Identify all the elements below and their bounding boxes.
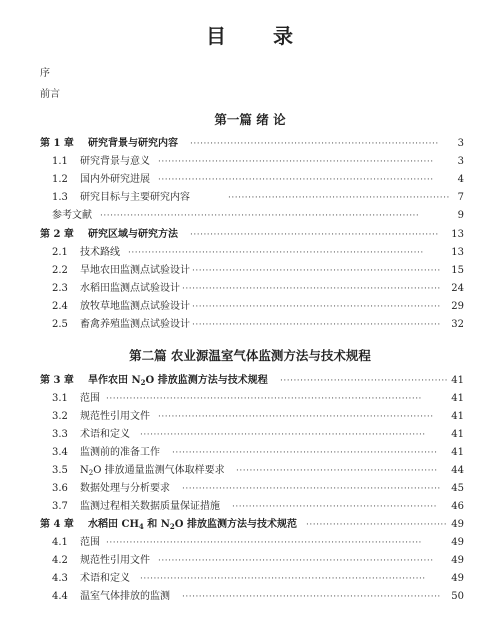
section-number: 3.5 bbox=[52, 465, 68, 476]
page-number: 9 bbox=[457, 210, 464, 221]
section-number: 1.3 bbox=[52, 192, 68, 203]
chapter-number: 第 3 章 bbox=[40, 375, 74, 386]
section-number: 4.2 bbox=[52, 555, 68, 566]
leader-dots: ············································································· bbox=[182, 592, 441, 602]
leader-dots: ······························································································· bbox=[100, 211, 420, 221]
entry-title: 规范性引用文件 bbox=[80, 555, 150, 566]
entry-title: 旱作农田 $N_2O$ 排放监测方法与技术规程 bbox=[88, 375, 268, 387]
leader-dots: ·········································································· bbox=[190, 139, 439, 149]
leader-dots: ·················································································· bbox=[158, 157, 434, 167]
toc-entry-4-3[interactable] bbox=[0, 570, 500, 588]
entry-title: 旱地农田监测点试验设计 bbox=[80, 265, 190, 276]
chapter-number: 第 4 章 bbox=[40, 519, 74, 530]
page-number: 3 bbox=[457, 156, 464, 167]
page-number: 46 bbox=[451, 501, 464, 512]
section-number: 4.4 bbox=[52, 591, 68, 602]
page-number: 15 bbox=[451, 265, 464, 276]
entry-title: 术语和定义 bbox=[80, 573, 130, 584]
section-number: 3.7 bbox=[52, 501, 68, 512]
entry-title: 温室气体排放的监测 bbox=[80, 591, 170, 602]
section-number: 2.5 bbox=[52, 319, 68, 330]
entry-title: 水稻田 $CH_4$ 和 $N_2O$ 排放监测方法与技术规范 bbox=[88, 519, 297, 531]
section-number: 1.1 bbox=[52, 156, 68, 167]
entry-title: 数据处理与分析要求 bbox=[80, 483, 170, 494]
entry-title: 范围 bbox=[80, 393, 100, 404]
leader-dots: ·················································································· bbox=[158, 175, 434, 185]
section-number: 3.6 bbox=[52, 483, 68, 494]
toc-entry-3-1[interactable] bbox=[0, 390, 500, 408]
entry-title: 监测过程相关数据质量保证措施 bbox=[80, 501, 220, 512]
title-char: 录 bbox=[273, 24, 294, 48]
entry-title: 参考文献 bbox=[52, 210, 92, 221]
section-number: 3.4 bbox=[52, 447, 68, 458]
section-number: 3.2 bbox=[52, 411, 68, 422]
leader-dots: ·················································································· bbox=[158, 556, 434, 566]
toc-entry-1-1[interactable] bbox=[0, 153, 500, 171]
leader-dots: ····················································································· bbox=[140, 430, 426, 440]
page-number: 4 bbox=[457, 174, 464, 185]
leader-dots: ·········································································· bbox=[192, 320, 441, 330]
toc-title bbox=[0, 20, 500, 49]
toc-entry-3-6[interactable] bbox=[0, 480, 500, 498]
section-number: 2.4 bbox=[52, 301, 68, 312]
page-number: 29 bbox=[451, 301, 464, 312]
entry-title: $N_2O$ 排放通量监测气体取样要求 bbox=[80, 465, 225, 477]
toc-entry-2-3[interactable] bbox=[0, 280, 500, 298]
leader-dots: ·········································· bbox=[306, 520, 448, 530]
leader-dots: ·················································································· bbox=[158, 412, 434, 422]
section-number: 2.3 bbox=[52, 283, 68, 294]
page-number: 41 bbox=[451, 375, 464, 386]
chapter-number: 第 2 章 bbox=[40, 229, 74, 240]
toc-entry-chapter-2[interactable] bbox=[0, 226, 500, 244]
entry-title: 国内外研究进展 bbox=[80, 174, 150, 185]
part-1-title: 第一篇 绪 论 bbox=[214, 112, 286, 127]
entry-title: 规范性引用文件 bbox=[80, 411, 150, 422]
page-number: 13 bbox=[451, 229, 464, 240]
leader-dots: ····················································································· bbox=[140, 574, 426, 584]
leader-dots: ··············································································· bbox=[172, 448, 438, 458]
toc-entry-2-2[interactable] bbox=[0, 262, 500, 280]
page-number: 49 bbox=[451, 537, 464, 548]
page-number: 41 bbox=[451, 447, 464, 458]
page-number: 49 bbox=[451, 573, 464, 584]
front-preface: 序 bbox=[40, 68, 50, 79]
toc-entry-4-4[interactable] bbox=[0, 588, 500, 606]
section-number: 3.1 bbox=[52, 393, 68, 404]
page-number: 49 bbox=[451, 555, 464, 566]
leader-dots: ·································································· bbox=[228, 193, 450, 203]
page-number: 50 bbox=[451, 591, 464, 602]
toc-entry-chapter-3[interactable] bbox=[0, 372, 500, 390]
toc-entry-2-1[interactable] bbox=[0, 244, 500, 262]
entry-title: 畜禽养殖监测点试验设计 bbox=[80, 319, 190, 330]
section-number: 1.2 bbox=[52, 174, 68, 185]
page-number: 49 bbox=[451, 519, 464, 530]
leader-dots: ············································································· bbox=[182, 284, 441, 294]
entry-title: 监测前的准备工作 bbox=[80, 447, 160, 458]
leader-dots: ······························································································ bbox=[106, 538, 422, 548]
toc-entry-3-7[interactable] bbox=[0, 498, 500, 516]
entry-title: 研究区域与研究方法 bbox=[88, 229, 178, 240]
chapter-number: 第 1 章 bbox=[40, 138, 74, 149]
entry-title: 研究背景与研究内容 bbox=[88, 138, 178, 149]
page-number: 45 bbox=[451, 483, 464, 494]
page-number: 7 bbox=[457, 192, 464, 203]
page-number: 32 bbox=[451, 319, 464, 330]
toc-entry-3-3[interactable] bbox=[0, 426, 500, 444]
entry-title: 研究背景与意义 bbox=[80, 156, 150, 167]
title-char: 目 bbox=[206, 24, 227, 48]
toc-entry-3-5[interactable] bbox=[0, 462, 500, 480]
leader-dots: ························································································ bbox=[128, 248, 424, 258]
entry-title: 研究目标与主要研究内容 bbox=[80, 192, 190, 203]
leader-dots: ····························································· bbox=[232, 502, 438, 512]
leader-dots: ······························································································ bbox=[106, 394, 422, 404]
entry-title: 水稻田监测点试验设计 bbox=[80, 283, 180, 294]
toc-entry-1-3[interactable] bbox=[0, 189, 500, 207]
part-2-title: 第二篇 农业源温室气体监测方法与技术规程 bbox=[129, 348, 371, 363]
entry-title: 放牧草地监测点试验设计 bbox=[80, 301, 190, 312]
page-number: 41 bbox=[451, 411, 464, 422]
toc-entry-3-4[interactable] bbox=[0, 444, 500, 462]
section-number: 2.2 bbox=[52, 265, 68, 276]
leader-dots: ···························································· bbox=[236, 466, 438, 476]
leader-dots: ·········································································· bbox=[192, 266, 441, 276]
toc-entry-2-4[interactable] bbox=[0, 298, 500, 316]
leader-dots: ·········································································· bbox=[192, 302, 441, 312]
page-number: 24 bbox=[451, 283, 464, 294]
toc-entry-chapter-4[interactable] bbox=[0, 516, 500, 534]
leader-dots: ·················································· bbox=[280, 376, 449, 386]
page-number: 3 bbox=[457, 138, 464, 149]
toc-entry-4-1[interactable] bbox=[0, 534, 500, 552]
entry-title: 范围 bbox=[80, 537, 100, 548]
entry-title: 技术路线 bbox=[80, 247, 120, 258]
toc-entry-4-2[interactable] bbox=[0, 552, 500, 570]
section-number: 4.3 bbox=[52, 573, 68, 584]
page-number: 13 bbox=[451, 247, 464, 258]
toc-entry-1-2[interactable] bbox=[0, 171, 500, 189]
page-number: 44 bbox=[451, 465, 464, 476]
toc-entry-chapter-1[interactable] bbox=[0, 135, 500, 153]
toc-entry-2-5[interactable] bbox=[0, 316, 500, 334]
section-number: 4.1 bbox=[52, 537, 68, 548]
toc-entry-3-2[interactable] bbox=[0, 408, 500, 426]
section-number: 3.3 bbox=[52, 429, 68, 440]
front-foreword: 前言 bbox=[40, 89, 60, 100]
section-number: 2.1 bbox=[52, 247, 68, 258]
page-number: 41 bbox=[451, 393, 464, 404]
toc-entry-references[interactable] bbox=[0, 207, 500, 225]
page-number: 41 bbox=[451, 429, 464, 440]
leader-dots: ············································································· bbox=[182, 484, 441, 494]
entry-title: 术语和定义 bbox=[80, 429, 130, 440]
leader-dots: ·········································································· bbox=[190, 230, 439, 240]
